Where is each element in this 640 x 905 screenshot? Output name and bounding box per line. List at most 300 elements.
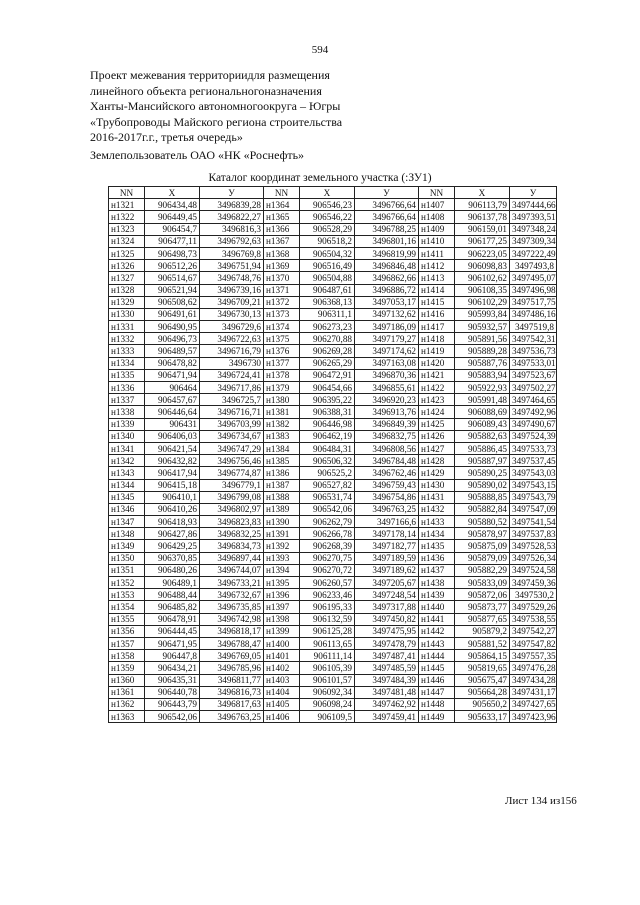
table-row bbox=[109, 247, 557, 259]
coord-y-cell: 3497462,92 bbox=[355, 698, 419, 710]
coord-x-cell: 905875,09 bbox=[455, 540, 510, 552]
coord-y-cell: 3497528,53 bbox=[510, 540, 557, 552]
coord-y-cell: 3497526,34 bbox=[510, 552, 557, 564]
coord-x-cell: 906273,23 bbox=[300, 321, 355, 333]
coord-y-cell: 3496734,67 bbox=[200, 430, 264, 442]
coord-x-cell: 906098,83 bbox=[455, 260, 510, 272]
coord-y-cell: 3497459,36 bbox=[510, 577, 557, 589]
point-id-cell: н1430 bbox=[419, 479, 455, 491]
point-id-cell: н1381 bbox=[264, 406, 300, 418]
table-row bbox=[109, 564, 557, 576]
column-header-nn: NN bbox=[419, 187, 455, 199]
coord-x-cell: 906368,13 bbox=[300, 296, 355, 308]
coord-y-cell: 3496766,64 bbox=[355, 199, 419, 211]
coord-x-cell: 906472,91 bbox=[300, 369, 355, 381]
coord-y-cell: 3497309,34 bbox=[510, 235, 557, 247]
coord-y-cell: 3496709,21 bbox=[200, 296, 264, 308]
coord-x-cell: 906388,31 bbox=[300, 406, 355, 418]
coord-y-cell: 3496808,56 bbox=[355, 442, 419, 454]
coord-y-cell: 3497317,88 bbox=[355, 601, 419, 613]
table-row bbox=[109, 455, 557, 467]
coord-y-cell: 3497557,35 bbox=[510, 650, 557, 662]
point-id-cell: н1322 bbox=[109, 211, 145, 223]
coord-y-cell: 3496855,61 bbox=[355, 382, 419, 394]
coord-x-cell: 906504,88 bbox=[300, 272, 355, 284]
coord-y-cell: 3497186,09 bbox=[355, 321, 419, 333]
coord-x-cell: 906370,85 bbox=[145, 552, 200, 564]
point-id-cell: н1327 bbox=[109, 272, 145, 284]
coord-y-cell: 3496846,48 bbox=[355, 260, 419, 272]
point-id-cell: н1386 bbox=[264, 467, 300, 479]
coord-y-cell: 3496784,48 bbox=[355, 455, 419, 467]
coord-x-cell: 906270,72 bbox=[300, 564, 355, 576]
coord-x-cell: 906195,33 bbox=[300, 601, 355, 613]
coord-y-cell: 3497547,82 bbox=[510, 637, 557, 649]
coord-y-cell: 3496792,63 bbox=[200, 235, 264, 247]
coord-y-cell: 3497492,96 bbox=[510, 406, 557, 418]
table-title: Каталог координат земельного участка (:ЗУ1) bbox=[208, 172, 432, 184]
coord-y-cell: 3497484,39 bbox=[355, 674, 419, 686]
coord-x-cell: 906223,05 bbox=[455, 247, 510, 259]
table-row bbox=[109, 442, 557, 454]
point-id-cell: н1395 bbox=[264, 577, 300, 589]
coord-y-cell: 3496802,97 bbox=[200, 503, 264, 515]
column-header-x: X bbox=[145, 187, 200, 199]
table-row bbox=[109, 637, 557, 649]
coord-x-cell: 906265,29 bbox=[300, 357, 355, 369]
header-line: линейного объекта региональногоназначения bbox=[90, 83, 322, 98]
coord-y-cell: 3497533,01 bbox=[510, 357, 557, 369]
coord-y-cell: 3496716,71 bbox=[200, 406, 264, 418]
column-header-nn: NN bbox=[264, 187, 300, 199]
coord-y-cell: 3497179,27 bbox=[355, 333, 419, 345]
point-id-cell: н1407 bbox=[419, 199, 455, 211]
coord-y-cell: 3496759,43 bbox=[355, 479, 419, 491]
coord-x-cell: 905872,06 bbox=[455, 589, 510, 601]
coord-y-cell: 3496716,79 bbox=[200, 345, 264, 357]
coord-y-cell: 3496733,21 bbox=[200, 577, 264, 589]
coord-y-cell: 3496862,66 bbox=[355, 272, 419, 284]
coord-y-cell: 3496834,73 bbox=[200, 540, 264, 552]
coord-x-cell: 905993,84 bbox=[455, 308, 510, 320]
point-id-cell: н1424 bbox=[419, 406, 455, 418]
coord-y-cell: 3497543,15 bbox=[510, 479, 557, 491]
point-id-cell: н1338 bbox=[109, 406, 145, 418]
coord-y-cell: 3496818,17 bbox=[200, 625, 264, 637]
coord-y-cell: 3496832,25 bbox=[200, 528, 264, 540]
table-row bbox=[109, 686, 557, 698]
point-id-cell: н1445 bbox=[419, 662, 455, 674]
coord-x-cell: 906434,48 bbox=[145, 199, 200, 211]
point-id-cell: н1409 bbox=[419, 223, 455, 235]
coord-y-cell: 3496747,29 bbox=[200, 442, 264, 454]
coord-y-cell: 3497189,59 bbox=[355, 552, 419, 564]
point-id-cell: н1330 bbox=[109, 308, 145, 320]
coord-y-cell: 3497490,67 bbox=[510, 418, 557, 430]
table-row bbox=[109, 260, 557, 272]
point-id-cell: н1346 bbox=[109, 503, 145, 515]
coord-x-cell: 905877,65 bbox=[455, 613, 510, 625]
point-id-cell: н1397 bbox=[264, 601, 300, 613]
point-id-cell: н1433 bbox=[419, 516, 455, 528]
coord-x-cell: 906410,26 bbox=[145, 503, 200, 515]
coord-y-cell: 3497163,08 bbox=[355, 357, 419, 369]
point-id-cell: н1440 bbox=[419, 601, 455, 613]
coord-x-cell: 905881,52 bbox=[455, 637, 510, 649]
point-id-cell: н1414 bbox=[419, 284, 455, 296]
coord-x-cell: 906542,06 bbox=[145, 711, 200, 723]
coord-x-cell: 905878,97 bbox=[455, 528, 510, 540]
table-row bbox=[109, 601, 557, 613]
coord-x-cell: 906464 bbox=[145, 382, 200, 394]
point-id-cell: н1325 bbox=[109, 247, 145, 259]
coord-y-cell: 3497524,39 bbox=[510, 430, 557, 442]
coord-x-cell: 906496,73 bbox=[145, 333, 200, 345]
coord-x-cell: 906454,7 bbox=[145, 223, 200, 235]
table-row bbox=[109, 284, 557, 296]
coord-x-cell: 906447,8 bbox=[145, 650, 200, 662]
coord-y-cell: 3497166,6 bbox=[355, 516, 419, 528]
coord-y-cell: 3496742,98 bbox=[200, 613, 264, 625]
coord-x-cell: 906521,94 bbox=[145, 284, 200, 296]
coord-y-cell: 3497519,8 bbox=[510, 321, 557, 333]
coord-y-cell: 3496823,83 bbox=[200, 516, 264, 528]
table-row bbox=[109, 211, 557, 223]
point-id-cell: н1360 bbox=[109, 674, 145, 686]
table-row bbox=[109, 625, 557, 637]
column-header-x: X bbox=[455, 187, 510, 199]
point-id-cell: н1335 bbox=[109, 369, 145, 381]
point-id-cell: н1437 bbox=[419, 564, 455, 576]
point-id-cell: н1329 bbox=[109, 296, 145, 308]
point-id-cell: н1408 bbox=[419, 211, 455, 223]
coord-y-cell: 3496816,73 bbox=[200, 686, 264, 698]
coord-y-cell: 3496785,96 bbox=[200, 662, 264, 674]
point-id-cell: н1389 bbox=[264, 503, 300, 515]
table-row bbox=[109, 516, 557, 528]
point-id-cell: н1385 bbox=[264, 455, 300, 467]
coord-y-cell: 3497434,28 bbox=[510, 674, 557, 686]
coord-x-cell: 905889,28 bbox=[455, 345, 510, 357]
coord-x-cell: 906516,49 bbox=[300, 260, 355, 272]
coord-y-cell: 3496730,13 bbox=[200, 308, 264, 320]
coord-y-cell: 3497517,75 bbox=[510, 296, 557, 308]
table-row bbox=[109, 540, 557, 552]
coord-x-cell: 906489,57 bbox=[145, 345, 200, 357]
coord-x-cell: 906137,78 bbox=[455, 211, 510, 223]
coord-x-cell: 905888,85 bbox=[455, 491, 510, 503]
coord-x-cell: 905887,97 bbox=[455, 455, 510, 467]
coord-x-cell: 905882,29 bbox=[455, 564, 510, 576]
coord-x-cell: 905991,48 bbox=[455, 394, 510, 406]
coord-x-cell: 905887,76 bbox=[455, 357, 510, 369]
column-header-y: У bbox=[200, 187, 264, 199]
coord-x-cell: 906531,74 bbox=[300, 491, 355, 503]
point-id-cell: н1340 bbox=[109, 430, 145, 442]
point-id-cell: н1373 bbox=[264, 308, 300, 320]
table-row bbox=[109, 199, 557, 211]
table-row bbox=[109, 296, 557, 308]
point-id-cell: н1411 bbox=[419, 247, 455, 259]
coord-y-cell: 3496819,99 bbox=[355, 247, 419, 259]
coord-x-cell: 906311,1 bbox=[300, 308, 355, 320]
point-id-cell: н1375 bbox=[264, 333, 300, 345]
point-id-cell: н1328 bbox=[109, 284, 145, 296]
table-row bbox=[109, 674, 557, 686]
point-id-cell: н1434 bbox=[419, 528, 455, 540]
point-id-cell: н1402 bbox=[264, 662, 300, 674]
header-line: Ханты-Мансийского автономногоокруга – Югры bbox=[90, 99, 341, 113]
column-header-y: У bbox=[510, 187, 557, 199]
table-row bbox=[109, 479, 557, 491]
table-row bbox=[109, 333, 557, 345]
coord-x-cell: 906132,59 bbox=[300, 613, 355, 625]
point-id-cell: н1376 bbox=[264, 345, 300, 357]
point-id-cell: н1341 bbox=[109, 442, 145, 454]
point-id-cell: н1353 bbox=[109, 589, 145, 601]
point-id-cell: н1333 bbox=[109, 345, 145, 357]
coord-y-cell: 3497450,82 bbox=[355, 613, 419, 625]
coord-x-cell: 906462,19 bbox=[300, 430, 355, 442]
coord-x-cell: 905883,94 bbox=[455, 369, 510, 381]
coord-y-cell: 3497222,49 bbox=[510, 247, 557, 259]
coord-x-cell: 906092,34 bbox=[300, 686, 355, 698]
coord-x-cell: 906111,14 bbox=[300, 650, 355, 662]
point-id-cell: н1420 bbox=[419, 357, 455, 369]
table-row bbox=[109, 321, 557, 333]
coord-y-cell: 3496897,44 bbox=[200, 552, 264, 564]
coord-x-cell: 906268,39 bbox=[300, 540, 355, 552]
point-id-cell: н1324 bbox=[109, 235, 145, 247]
coord-y-cell: 3496801,16 bbox=[355, 235, 419, 247]
table-row bbox=[109, 430, 557, 442]
coord-x-cell: 906406,03 bbox=[145, 430, 200, 442]
coord-x-cell: 905833,09 bbox=[455, 577, 510, 589]
point-id-cell: н1421 bbox=[419, 369, 455, 381]
point-id-cell: н1374 bbox=[264, 321, 300, 333]
coord-x-cell: 906113,79 bbox=[455, 199, 510, 211]
coord-x-cell: 906429,25 bbox=[145, 540, 200, 552]
coord-y-cell: 3497205,67 bbox=[355, 577, 419, 589]
point-id-cell: н1425 bbox=[419, 418, 455, 430]
point-id-cell: н1382 bbox=[264, 418, 300, 430]
coord-x-cell: 906410,1 bbox=[145, 491, 200, 503]
coord-x-cell: 905664,28 bbox=[455, 686, 510, 698]
point-id-cell: н1416 bbox=[419, 308, 455, 320]
point-id-cell: н1442 bbox=[419, 625, 455, 637]
coord-y-cell: 3497487,41 bbox=[355, 650, 419, 662]
coord-y-cell: 3496870,36 bbox=[355, 369, 419, 381]
coord-x-cell: 905819,65 bbox=[455, 662, 510, 674]
table-row bbox=[109, 418, 557, 430]
coord-x-cell: 906477,11 bbox=[145, 235, 200, 247]
coord-x-cell: 906421,54 bbox=[145, 442, 200, 454]
coord-y-cell: 3496703,99 bbox=[200, 418, 264, 430]
coord-y-cell: 3496739,16 bbox=[200, 284, 264, 296]
coord-y-cell: 3496832,75 bbox=[355, 430, 419, 442]
coord-x-cell: 906415,18 bbox=[145, 479, 200, 491]
coord-y-cell: 3497537,83 bbox=[510, 528, 557, 540]
coord-y-cell: 3497533,73 bbox=[510, 442, 557, 454]
table-row bbox=[109, 406, 557, 418]
coord-x-cell: 906260,57 bbox=[300, 577, 355, 589]
coord-y-cell: 3497486,16 bbox=[510, 308, 557, 320]
point-id-cell: н1336 bbox=[109, 382, 145, 394]
coord-y-cell: 3497495,07 bbox=[510, 272, 557, 284]
coord-x-cell: 905864,15 bbox=[455, 650, 510, 662]
point-id-cell: н1418 bbox=[419, 333, 455, 345]
point-id-cell: н1366 bbox=[264, 223, 300, 235]
coord-y-cell: 3496717,86 bbox=[200, 382, 264, 394]
point-id-cell: н1432 bbox=[419, 503, 455, 515]
coord-x-cell: 905882,63 bbox=[455, 430, 510, 442]
coord-y-cell: 3497132,62 bbox=[355, 308, 419, 320]
coord-x-cell: 906546,23 bbox=[300, 199, 355, 211]
coord-x-cell: 906471,94 bbox=[145, 369, 200, 381]
coord-x-cell: 906427,86 bbox=[145, 528, 200, 540]
coord-x-cell: 906504,32 bbox=[300, 247, 355, 259]
coord-y-cell: 3496766,64 bbox=[355, 211, 419, 223]
coord-y-cell: 3497464,65 bbox=[510, 394, 557, 406]
coord-y-cell: 3497393,51 bbox=[510, 211, 557, 223]
coord-y-cell: 3497478,79 bbox=[355, 637, 419, 649]
coord-y-cell: 3497543,03 bbox=[510, 467, 557, 479]
table-row bbox=[109, 698, 557, 710]
coord-x-cell: 906542,06 bbox=[300, 503, 355, 515]
point-id-cell: н1351 bbox=[109, 564, 145, 576]
point-id-cell: н1344 bbox=[109, 479, 145, 491]
point-id-cell: н1377 bbox=[264, 357, 300, 369]
coord-x-cell: 906443,79 bbox=[145, 698, 200, 710]
coord-y-cell: 3497524,58 bbox=[510, 564, 557, 576]
coord-y-cell: 3497547,09 bbox=[510, 503, 557, 515]
coord-y-cell: 3497182,77 bbox=[355, 540, 419, 552]
coord-y-cell: 3497523,67 bbox=[510, 369, 557, 381]
point-id-cell: н1378 bbox=[264, 369, 300, 381]
point-id-cell: н1438 bbox=[419, 577, 455, 589]
coord-y-cell: 3497481,48 bbox=[355, 686, 419, 698]
point-id-cell: н1398 bbox=[264, 613, 300, 625]
table-row bbox=[109, 491, 557, 503]
table-row bbox=[109, 552, 557, 564]
coord-y-cell: 3497543,79 bbox=[510, 491, 557, 503]
point-id-cell: н1343 bbox=[109, 467, 145, 479]
point-id-cell: н1404 bbox=[264, 686, 300, 698]
coord-y-cell: 3497248,54 bbox=[355, 589, 419, 601]
sheet-counter: Лист 134 из156 bbox=[505, 795, 577, 807]
coord-y-cell: 3496817,63 bbox=[200, 698, 264, 710]
coord-y-cell: 3496756,46 bbox=[200, 455, 264, 467]
coord-y-cell: 3496722,63 bbox=[200, 333, 264, 345]
coord-y-cell: 3497444,66 bbox=[510, 199, 557, 211]
point-id-cell: н1423 bbox=[419, 394, 455, 406]
coord-x-cell: 906417,94 bbox=[145, 467, 200, 479]
coord-x-cell: 905880,52 bbox=[455, 516, 510, 528]
header-line: «Трубопроводы Майского региона строительства bbox=[90, 114, 343, 129]
coord-x-cell: 905879,09 bbox=[455, 552, 510, 564]
point-id-cell: н1372 bbox=[264, 296, 300, 308]
coord-y-cell: 3496799,08 bbox=[200, 491, 264, 503]
coord-y-cell: 3496763,25 bbox=[200, 711, 264, 723]
coord-y-cell: 3497530,2 bbox=[510, 589, 557, 601]
coord-y-cell: 3496754,86 bbox=[355, 491, 419, 503]
table-row bbox=[109, 345, 557, 357]
coord-x-cell: 906491,61 bbox=[145, 308, 200, 320]
column-header-x: X bbox=[300, 187, 355, 199]
coord-x-cell: 906101,57 bbox=[300, 674, 355, 686]
point-id-cell: н1367 bbox=[264, 235, 300, 247]
header-line: Проект межевания территориидля размещения bbox=[90, 68, 330, 82]
coord-x-cell: 906518,2 bbox=[300, 235, 355, 247]
coord-x-cell: 906269,28 bbox=[300, 345, 355, 357]
point-id-cell: н1448 bbox=[419, 698, 455, 710]
table-row bbox=[109, 650, 557, 662]
coord-x-cell: 905633,17 bbox=[455, 711, 510, 723]
coord-y-cell: 3497189,62 bbox=[355, 564, 419, 576]
coord-x-cell: 906489,1 bbox=[145, 577, 200, 589]
point-id-cell: н1369 bbox=[264, 260, 300, 272]
point-id-cell: н1352 bbox=[109, 577, 145, 589]
table-row bbox=[109, 308, 557, 320]
coord-x-cell: 905922,93 bbox=[455, 382, 510, 394]
coord-y-cell: 3496779,1 bbox=[200, 479, 264, 491]
coord-x-cell: 905891,56 bbox=[455, 333, 510, 345]
coord-y-cell: 3497496,98 bbox=[510, 284, 557, 296]
point-id-cell: н1412 bbox=[419, 260, 455, 272]
coord-y-cell: 3497502,27 bbox=[510, 382, 557, 394]
point-id-cell: н1439 bbox=[419, 589, 455, 601]
coord-x-cell: 906440,78 bbox=[145, 686, 200, 698]
coord-x-cell: 906454,66 bbox=[300, 382, 355, 394]
coord-x-cell: 905932,57 bbox=[455, 321, 510, 333]
coord-x-cell: 906508,62 bbox=[145, 296, 200, 308]
coord-x-cell: 905886,45 bbox=[455, 442, 510, 454]
point-id-cell: н1371 bbox=[264, 284, 300, 296]
coord-x-cell: 906233,46 bbox=[300, 589, 355, 601]
coord-x-cell: 906434,21 bbox=[145, 662, 200, 674]
point-id-cell: н1426 bbox=[419, 430, 455, 442]
coord-y-cell: 3496769,8 bbox=[200, 247, 264, 259]
coord-y-cell: 3496751,94 bbox=[200, 260, 264, 272]
coord-y-cell: 3496762,46 bbox=[355, 467, 419, 479]
point-id-cell: н1354 bbox=[109, 601, 145, 613]
point-id-cell: н1394 bbox=[264, 564, 300, 576]
coord-y-cell: 3496730 bbox=[200, 357, 264, 369]
coord-x-cell: 906109,5 bbox=[300, 711, 355, 723]
coord-y-cell: 3496748,76 bbox=[200, 272, 264, 284]
coord-x-cell: 906512,26 bbox=[145, 260, 200, 272]
point-id-cell: н1326 bbox=[109, 260, 145, 272]
point-id-cell: н1365 bbox=[264, 211, 300, 223]
table-row bbox=[109, 503, 557, 515]
point-id-cell: н1435 bbox=[419, 540, 455, 552]
coord-x-cell: 906088,69 bbox=[455, 406, 510, 418]
point-id-cell: н1391 bbox=[264, 528, 300, 540]
point-id-cell: н1399 bbox=[264, 625, 300, 637]
coord-x-cell: 905873,77 bbox=[455, 601, 510, 613]
coord-x-cell: 906480,26 bbox=[145, 564, 200, 576]
column-header-y: У bbox=[355, 187, 419, 199]
point-id-cell: н1410 bbox=[419, 235, 455, 247]
point-id-cell: н1396 bbox=[264, 589, 300, 601]
point-id-cell: н1384 bbox=[264, 442, 300, 454]
coord-y-cell: 3496763,25 bbox=[355, 503, 419, 515]
coord-y-cell: 3497475,95 bbox=[355, 625, 419, 637]
point-id-cell: н1419 bbox=[419, 345, 455, 357]
point-id-cell: н1431 bbox=[419, 491, 455, 503]
point-id-cell: н1357 bbox=[109, 637, 145, 649]
point-id-cell: н1332 bbox=[109, 333, 145, 345]
